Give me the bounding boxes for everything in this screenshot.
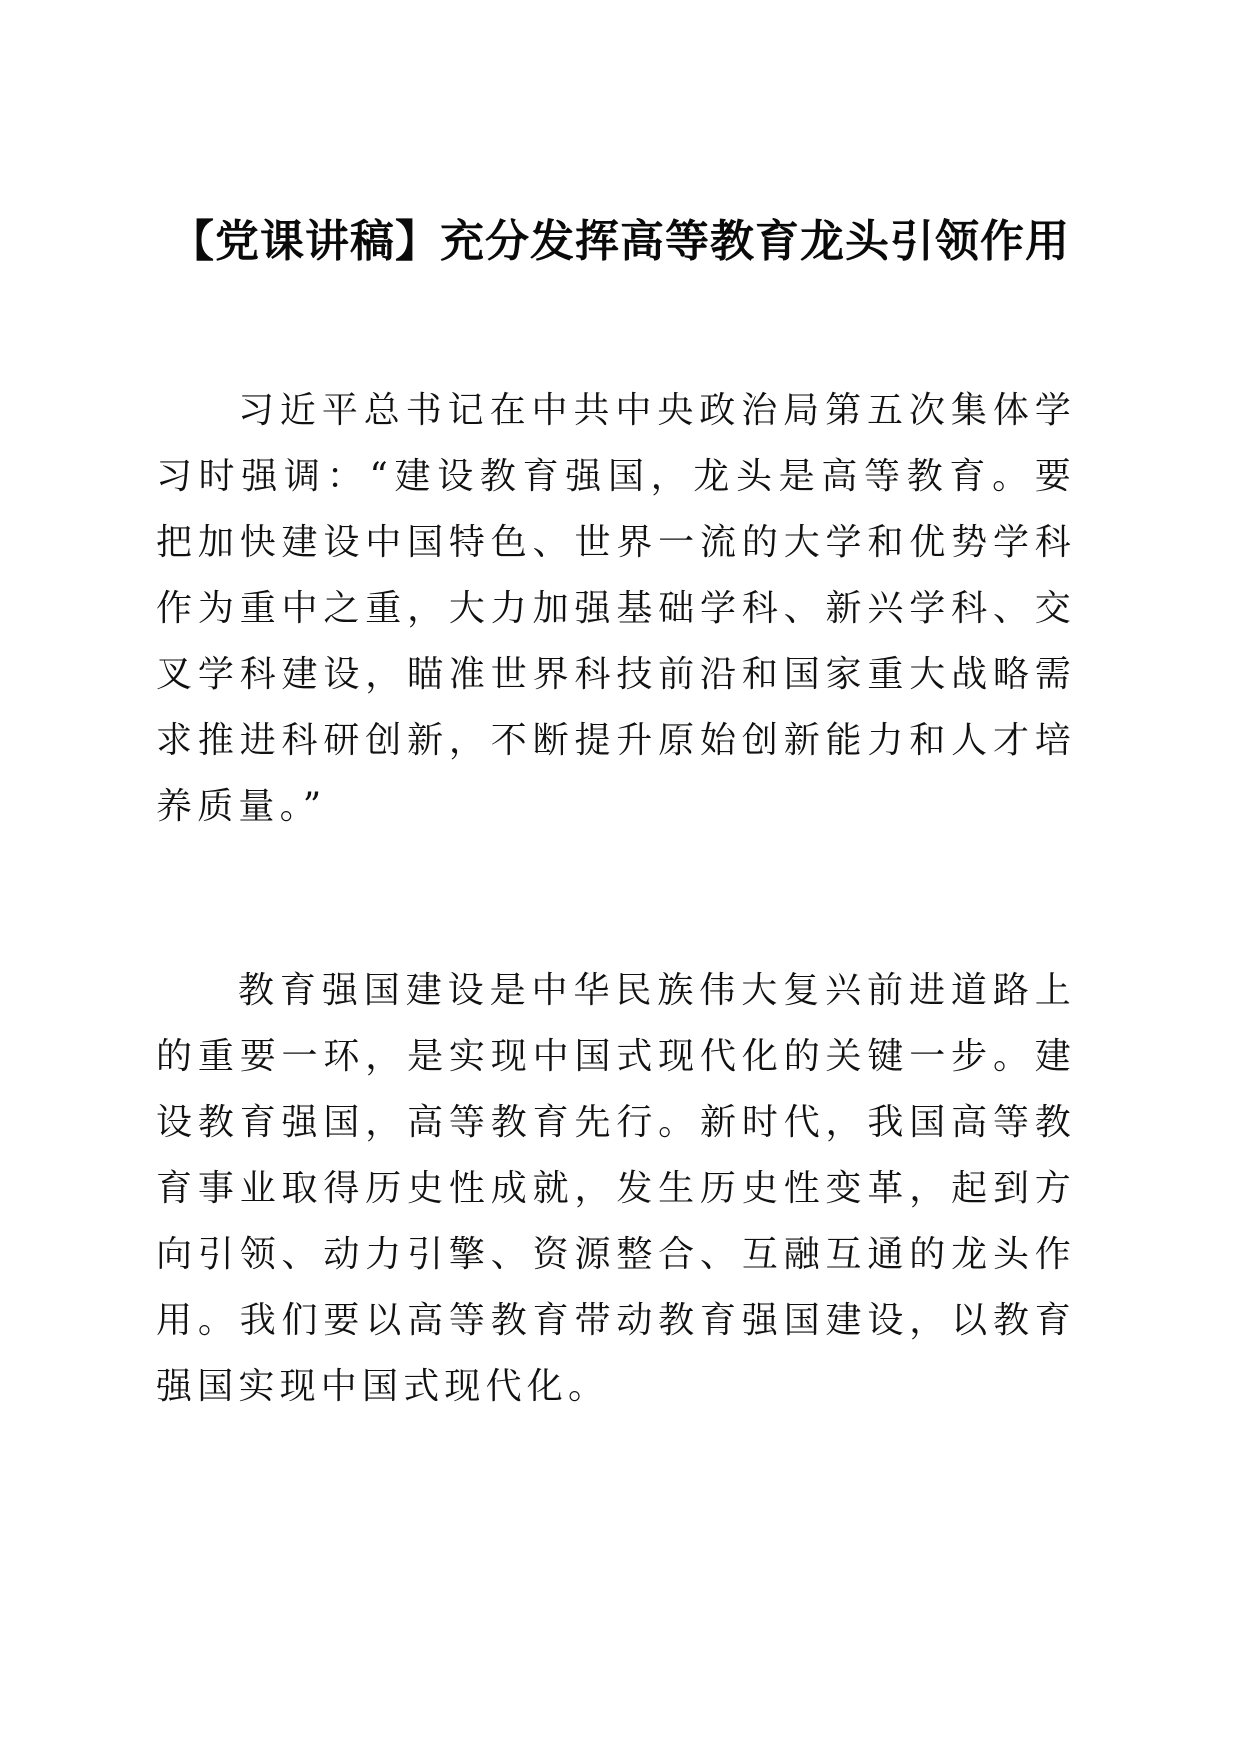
document-title: 【党课讲稿】充分发挥高等教育龙头引领作用: [170, 216, 1070, 267]
paragraph-quote: 习近平总书记在中共中央政治局第五次集体学习时强调：“建设教育强国，龙头是高等教育。要把加快建设中国特色、世界一流的大学和优势学科作为重中之重，大力加强基础学科、新兴学科、交叉学科建设，瞄准世界科技前沿和国家重大战略需求推进科研创新，不断提升原始创新能力和人才培养质量。”: [156, 390, 1076, 827]
paragraph-body: 教育强国建设是中华民族伟大复兴前进道路上的重要一环，是实现中国式现代化的关键一步。建设教育强国，高等教育先行。新时代，我国高等教育事业取得历史性成就，发生历史性变革，起到方向引领、动力引擎、资源整合、互融互通的龙头作用。我们要以高等教育带动教育强国建设，以教育强国实现中国式现代化。: [156, 970, 1076, 1407]
